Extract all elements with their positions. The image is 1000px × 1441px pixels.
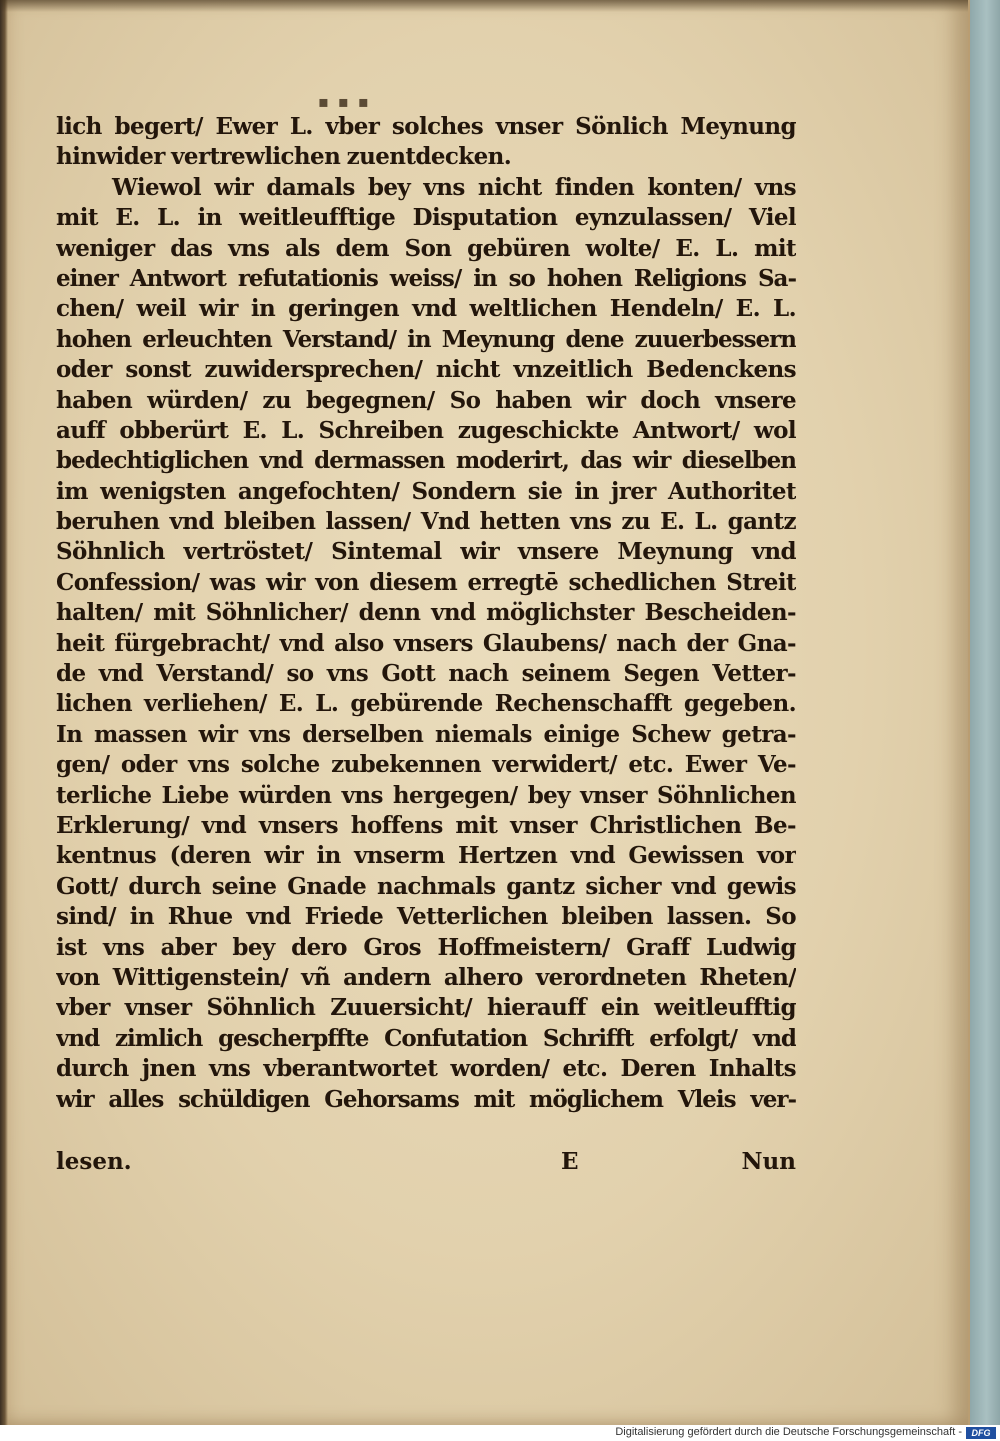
text-line: durch jnen vns vberantwortet worden/ etc. Deren Inhalts [56, 1055, 796, 1083]
page-left-shadow [0, 0, 8, 1425]
text-line: heit fürgebracht/ vnd also vnsers Glaubens/ nach der Gna- [56, 629, 796, 657]
text-line: gen/ oder vns solche zubekennen verwidert/ etc. Ewer Ve- [56, 751, 796, 779]
text-line: von Wittigenstein/ vñ andern alhero verordneten Rheten/ [56, 963, 796, 991]
text-line: vber vnser Söhnlich Zuuersicht/ hierauff ein weitleufftig [56, 994, 796, 1022]
text-line: haben würden/ zu begegnen/ So haben wir doch vnsere [56, 386, 796, 414]
text-line: mit E. L. in weitleufftige Disputation eynzulassen/ Viel [56, 204, 796, 232]
body-text [56, 112, 796, 1115]
digitization-credit: Digitalisierung gefördert durch die Deutsche Forschungsgemeinschaft - [615, 1426, 962, 1438]
page-top-shadow [0, 0, 968, 12]
final-word: lesen. [56, 1148, 132, 1175]
text-line: Söhnlich vertröstet/ Sintemal wir vnsere Meynung vnd [56, 538, 796, 566]
text-line: lichen verliehen/ E. L. gebürende Rechenschafft gegeben. [56, 690, 796, 718]
signature-mark: E [561, 1148, 579, 1175]
credit-bar [0, 1425, 1000, 1441]
text-line: de vnd Verstand/ so vns Gott nach seinem Segen Vetter- [56, 660, 796, 688]
text-line: weniger das vns als dem Son gebüren wolte/ E. L. mit [56, 234, 796, 262]
header-ornament: ▪ ▪ ▪ [318, 92, 371, 111]
text-line: Wiewol wir damals bey vns nicht finden konten/ vns [112, 173, 796, 201]
page-footer-row [56, 1148, 796, 1179]
text-line: hinwider vertrewlichen zuentdecken. [56, 143, 512, 171]
text-line: vnd zimlich gescherpffte Confutation Schrifft erfolgt/ vnd [56, 1024, 796, 1052]
text-line: auff obberürt E. L. Schreiben zugeschickte Antwort/ wol [56, 416, 796, 444]
text-line: einer Antwort refutationis weiss/ in so hohen Religions Sa- [56, 264, 796, 292]
text-line: beruhen vnd bleiben lassen/ Vnd hetten vns zu E. L. gantz [56, 508, 796, 536]
catchword: Nun [741, 1148, 796, 1175]
text-line: Erklerung/ vnd vnsers hoffens mit vnser Christlichen Be- [56, 811, 796, 839]
text-line: terliche Liebe würden vns hergegen/ bey vnser Söhnlichen [56, 781, 796, 809]
text-line: hohen erleuchten Verstand/ in Meynung dene zuuerbessern [56, 325, 796, 353]
text-line: wir alles schüldigen Gehorsams mit möglichem Vleis ver- [56, 1085, 796, 1113]
text-line: ist vns aber bey dero Gros Hoffmeistern/ Graff Ludwig [56, 933, 796, 961]
text-line: kentnus (deren wir in vnserm Hertzen vnd Gewissen vor [56, 842, 796, 870]
text-line: lich begert/ Ewer L. vber solches vnser Sönlich Meynung [56, 113, 796, 140]
dfg-logo: DFG [966, 1427, 996, 1439]
text-line: sind/ in Rhue vnd Friede Vetterlichen bleiben lassen. So [56, 903, 796, 931]
text-line: Gott/ durch seine Gnade nachmals gantz sicher vnd gewis [56, 872, 796, 900]
text-line: chen/ weil wir in geringen vnd weltlichen Hendeln/ E. L. [56, 295, 796, 323]
text-line: oder sonst zuwidersprechen/ nicht vnzeitlich Bedenckens [56, 356, 796, 384]
text-line: im wenigsten angefochten/ Sondern sie in jrer Authoritet [56, 477, 796, 505]
text-line: bedechtiglichen vnd dermassen moderirt, das wir dieselben [56, 447, 796, 475]
text-line: halten/ mit Söhnlicher/ denn vnd möglichster Bescheiden- [56, 599, 796, 627]
text-line: Confession/ was wir von diesem erregtē schedlichen Streit [56, 568, 796, 596]
text-line: In massen wir vns derselben niemals einige Schew getra- [56, 720, 796, 748]
